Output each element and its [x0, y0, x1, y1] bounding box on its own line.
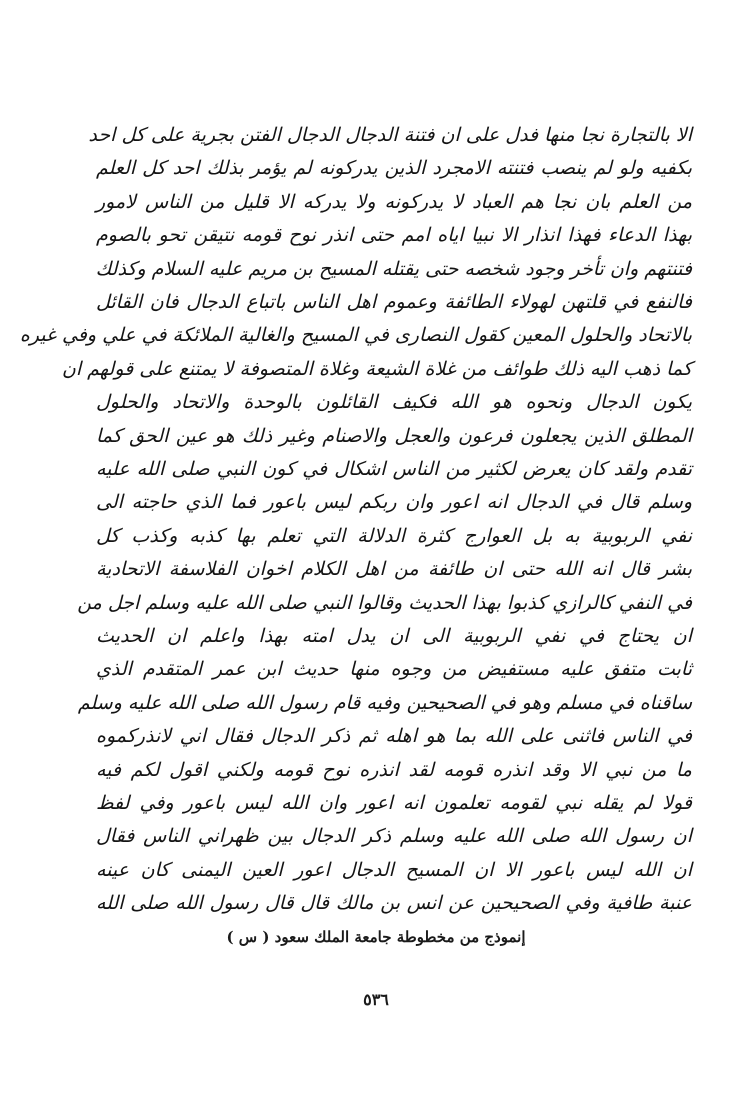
- manuscript-line: في النفي كالرازي كذبوا بهذا الحديث وقالوا النبي صلى الله عليه وسلم اجل من: [77, 591, 692, 614]
- page-number: ٥٣٦: [363, 990, 389, 1009]
- manuscript-line: وسلم قال في الدجال انه اعور وان ربكم ليس باعور فما الذي حاجته الى: [96, 491, 692, 514]
- manuscript-line: بالاتحاد والحلول المعين كقول النصارى في المسيح والغالية الملائكة في علي وفي غيره: [19, 324, 692, 347]
- manuscript-line: بشر قال انه الله حتى ان طائفة من اهل الكلام اخوان الفلاسفة الاتحادية: [96, 558, 692, 581]
- manuscript-line: فتنتهم وان تأخر وجود شخصه حتى يقتله المسيح بن مريم عليه السلام وكذلك: [95, 257, 692, 280]
- manuscript-text-block: [19, 118, 692, 918]
- manuscript-line: ساقناه في مسلم وهو في الصحيحين وفيه قام رسول الله صلى الله عليه وسلم: [77, 691, 692, 714]
- manuscript-line: ان رسول الله صلى الله عليه وسلم ذكر الدجال بين ظهراني الناس فقال: [96, 825, 692, 848]
- manuscript-line: فالنفع في قلتهن لهولاء الطائفة وعموم اهل الناس باتباع الدجال فان القائل: [96, 291, 692, 313]
- figure-caption: إنموذج من مخطوطة جامعة الملك سعود ( س ): [226, 928, 526, 946]
- manuscript-line: نفي الربوبية به بل العوارج كثرة الدلالة التي تعلم بها كذبه وكذب كل: [96, 524, 692, 547]
- manuscript-line: المطلق الذين يجعلون فرعون والعجل والاصنام وغير ذلك هو عين الحق كما: [96, 424, 692, 447]
- manuscript-line: كما ذهب اليه ذلك طوائف من غلاة الشيعة وغلاة المتصوفة لا يمتنع على قولهم ان: [61, 357, 692, 380]
- manuscript-line: ما من نبي الا وقد انذره قومه لقد انذره نوح قومه ولكني اقول لكم فيه: [96, 758, 692, 781]
- manuscript-line: الا بالتجارة نجا منها فدل على ان فتنة الدجال الدجال الفتن بجرية على كل احد: [88, 124, 692, 146]
- manuscript-line: بكفيه ولو لم ينصب فتنته الامجرد الذين يدركونه لم يؤمر بذلك احد كل العلم: [96, 157, 692, 180]
- manuscript-line: في الناس فاثنى على الله بما هو اهله ثم ذكر الدجال فقال اني لانذركموه: [96, 725, 692, 748]
- manuscript-line: بهذا الدعاء فهذا انذار الا نبيا اياه امم حتى انذر نوح قومه نتيقن تحو بالصوم: [96, 224, 692, 247]
- manuscript-line: ان الله ليس باعور الا ان المسيح الدجال اعور العين اليمنى كان عينه: [96, 858, 692, 881]
- manuscript-line: من العلم بان نجا هم العباد لا يدركونه ولا يدركه الا قليل من الناس لامور: [96, 190, 692, 213]
- manuscript-line: ثابت متفق عليه مستفيض من وجوه منها حديث ابن عمر المتقدم الذي: [96, 658, 692, 681]
- manuscript-line: تقدم ولقد كان يعرض لكثير من الناس اشكال في كون النبي صلى الله عليه: [96, 458, 692, 480]
- manuscript-line: قولا لم يقله نبي لقومه تعلمون انه اعور وان الله ليس باعور وفي لفظ: [96, 792, 692, 814]
- manuscript-line: ان يحتاج في نفي الربوبية الى ان يدل امته بهذا واعلم ان الحديث: [96, 625, 692, 647]
- manuscript-line: يكون الدجال ونحوه هو الله فكيف القائلون بالوحدة والاتحاد والحلول: [96, 391, 692, 414]
- manuscript-line: عنبة طافية وفي الصحيحين عن انس بن مالك قال قال رسول الله صلى الله: [96, 892, 692, 915]
